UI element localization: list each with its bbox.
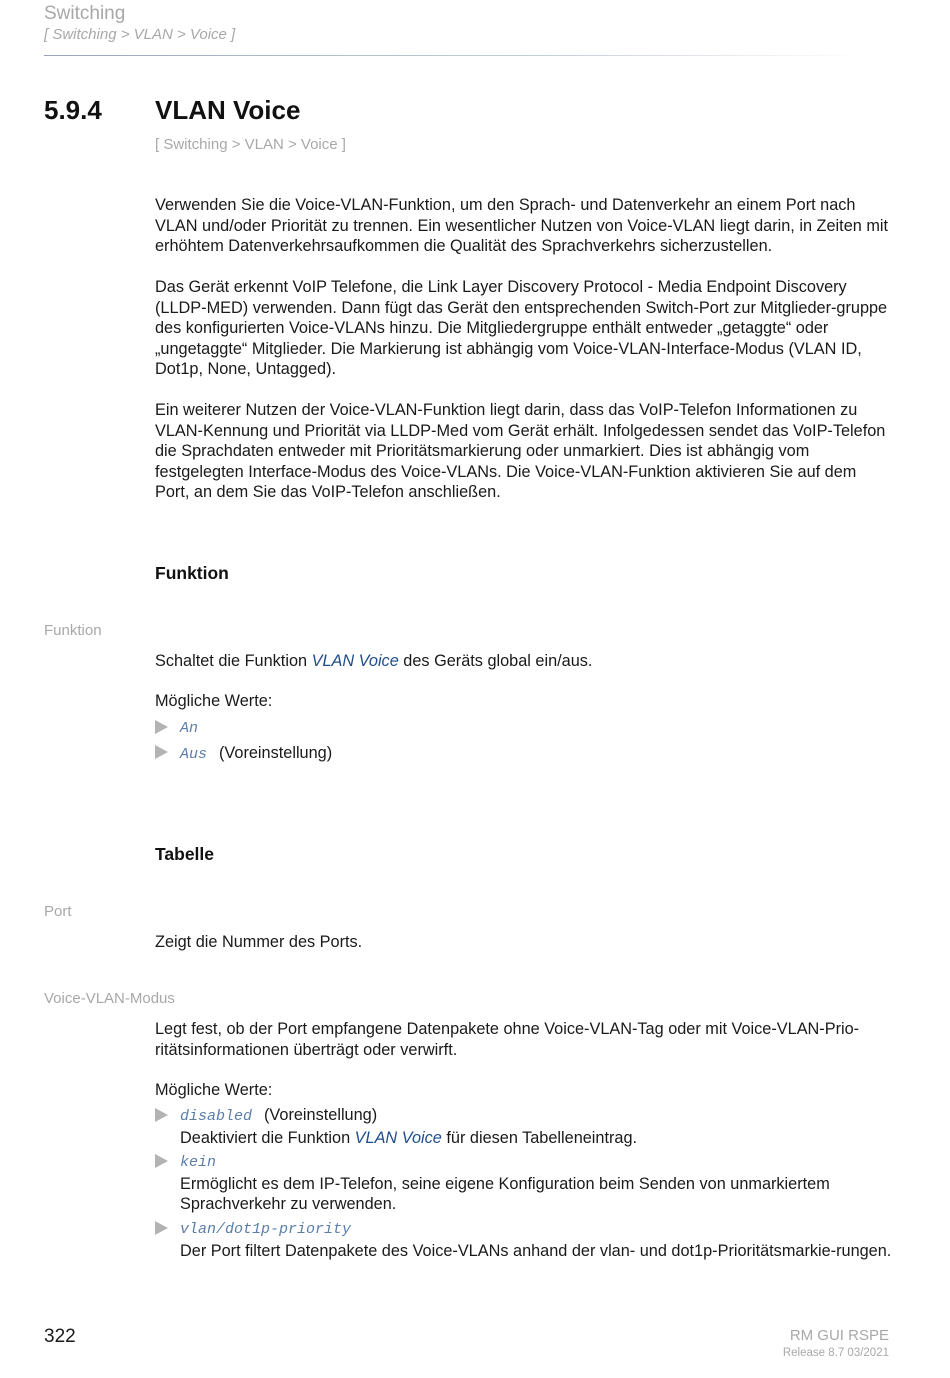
funktion-label: Funktion (44, 622, 102, 639)
section-number: 5.9.4 (44, 95, 102, 125)
funktion-description: Schaltet die Funktion VLAN Voice des Geräts global ein/aus. (155, 652, 593, 670)
voice-vlan-mode-description: Legt fest, ob der Port empfangene Datenpakete ohne Voice-VLAN-Tag oder mit Voice-VLAN-Prio-ritätsinformationen überträgt oder verwirft. (155, 1020, 860, 1059)
bullet-triangle-icon (155, 1221, 168, 1235)
value-item-aus: Aus (Voreinstellung) (180, 744, 333, 763)
bullet-triangle-icon (155, 1154, 168, 1168)
voice-vlan-mode-label: Voice-VLAN-Modus (44, 990, 175, 1007)
ui-term-vlan-voice: VLAN Voice (311, 652, 399, 670)
intro-paragraph-3: Ein weiterer Nutzen der Voice-VLAN-Funktion liegt darin, dass das VoIP-Telefon Informationen zu VLAN-Kennung und Priorität via LLDP-Med vom Gerät erhält. Infolgedessen sendet das VoIP-Telefon die Sprachdaten entweder mit Prioritätsmarkierung oder unmarkiert. Dies ist abhängig vom festgelegten Interface-Modus des Voice-VLANs. Die Voice-VLAN-Funktion aktivieren Sie auf dem Port, an dem Sie das VoIP-Telefon anschließen. (155, 401, 886, 501)
mode-values-label: Mögliche Werte: (155, 1081, 273, 1099)
running-header-path: [ Switching > VLAN > Voice ] (44, 26, 236, 43)
footer-release: Release 8.7 03/2021 (782, 1347, 889, 1359)
value-item-an: An (180, 720, 199, 737)
bullet-triangle-icon (155, 745, 168, 759)
funktion-values-label: Mögliche Werte: (155, 692, 273, 710)
ui-term-vlan-voice: VLAN Voice (354, 1128, 442, 1147)
value-item-disabled: disabled (Voreinstellung) Deaktiviert die Funktion VLAN Voice für diesen Tabelleneintrag. (180, 1106, 638, 1147)
running-header-chapter: Switching (44, 3, 126, 24)
section-path: [ Switching > VLAN > Voice ] (155, 136, 346, 153)
funktion-heading: Funktion (155, 563, 229, 583)
footer-document: RM GUI RSPE (789, 1327, 889, 1344)
bullet-triangle-icon (155, 720, 168, 734)
section-title: VLAN Voice (155, 95, 301, 125)
page-number: 322 (44, 1326, 76, 1347)
tabelle-heading: Tabelle (155, 844, 215, 864)
value-item-vlan-dot1p-priority: vlan/dot1p-priority Der Port filtert Datenpakete des Voice-VLANs anhand der vlan- und dot1p-Prioritätsmarkie-rungen. (180, 1221, 892, 1260)
port-label: Port (44, 903, 72, 920)
header-divider (44, 55, 862, 56)
value-item-kein: kein Ermöglicht es dem IP-Telefon, seine eigene Konfiguration beim Senden von unmarkiertem Sprachverkehr zu verwenden. (180, 1154, 830, 1213)
intro-paragraph-1: Verwenden Sie die Voice-VLAN-Funktion, um den Sprach- und Datenverkehr an einem Port nach VLAN und/oder Priorität zu trennen. Ein wesentlicher Nutzen von Voice-VLAN liegt darin, in Zeiten mit erhöhtem Datenverkehrsaufkommen die Qualität des Sprachverkehrs sicherzustellen. (155, 196, 889, 255)
port-description: Zeigt die Nummer des Ports. (155, 933, 363, 951)
bullet-triangle-icon (155, 1108, 168, 1122)
intro-paragraph-2: Das Gerät erkennt VoIP Telefone, die Link Layer Discovery Protocol - Media Endpoint Discovery (LLDP-MED) verwenden. Dann fügt das Gerät den entsprechenden Switch-Port zur Mitglieder-gruppe des konfigurierten Voice-VLANs hinzu. Die Mitgliedergruppe enthält entweder „getaggte“ oder „ungetaggte“ Mitglieder. Die Markierung ist abhängig vom Voice-VLAN-Interface-Modus (VLAN ID, Dot1p, None, Untagged). (155, 278, 888, 378)
